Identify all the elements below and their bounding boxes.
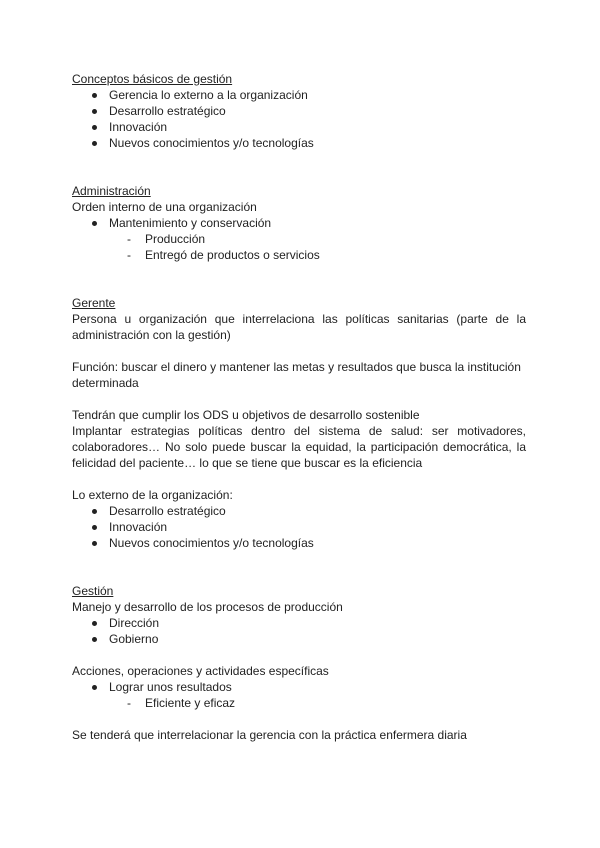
heading-administracion: Administración — [72, 184, 151, 198]
list-item: Desarrollo estratégico — [72, 503, 526, 519]
list-gestion — [72, 615, 526, 647]
list-item: Innovación — [72, 519, 526, 535]
list-conceptos — [72, 87, 526, 151]
gerente-definition: Persona u organización que interrelaciona las políticas sanitarias (parte de la administración con la gestión) — [72, 312, 526, 342]
list-item: Nuevos conocimientos y/o tecnologías — [72, 535, 526, 551]
list-gestion-resultados — [72, 679, 526, 711]
heading-conceptos: Conceptos básicos de gestión — [72, 72, 233, 86]
gerente-externo-label: Lo externo de la organización: — [72, 488, 233, 502]
list-item: Gerencia lo externo a la organización — [72, 87, 526, 103]
gerente-funcion: Función: buscar el dinero y mantener las metas y resultados que busca la institución determinada — [72, 360, 521, 390]
gestion-closing: Se tenderá que interrelacionar la gerencia con la práctica enfermera diaria — [72, 728, 467, 742]
heading-gerente: Gerente — [72, 296, 116, 310]
list-item: Mantenimiento y conservación — [72, 215, 526, 231]
list-administracion — [72, 215, 526, 263]
list-gerente-externo — [72, 503, 526, 551]
document-content — [72, 71, 526, 743]
list-item: Gobierno — [72, 631, 526, 647]
list-item: Lograr unos resultados — [72, 679, 526, 695]
heading-gestion: Gestión — [72, 584, 114, 598]
gerente-estrategias: Implantar estrategias políticas dentro del sistema de salud: ser motivadores, colaboradores… No solo puede buscar la equidad, la participación democrática, la felicidad del paciente… lo que se tiene que buscar es la eficiencia — [72, 424, 526, 470]
gestion-acciones: Acciones, operaciones y actividades específicas — [72, 664, 329, 678]
list-item: Desarrollo estratégico — [72, 103, 526, 119]
sub-list-item: - Producción — [72, 231, 526, 247]
list-item: Innovación — [72, 119, 526, 135]
gerente-ods: Tendrán que cumplir los ODS u objetivos de desarrollo sostenible — [72, 408, 420, 422]
list-item: Nuevos conocimientos y/o tecnologías — [72, 135, 526, 151]
gestion-intro: Manejo y desarrollo de los procesos de producción — [72, 600, 343, 614]
sub-list-item: - Entregó de productos o servicios — [72, 247, 526, 263]
sub-list-item: - Eficiente y eficaz — [72, 695, 526, 711]
list-item: Dirección — [72, 615, 526, 631]
administracion-intro: Orden interno de una organización — [72, 200, 257, 214]
